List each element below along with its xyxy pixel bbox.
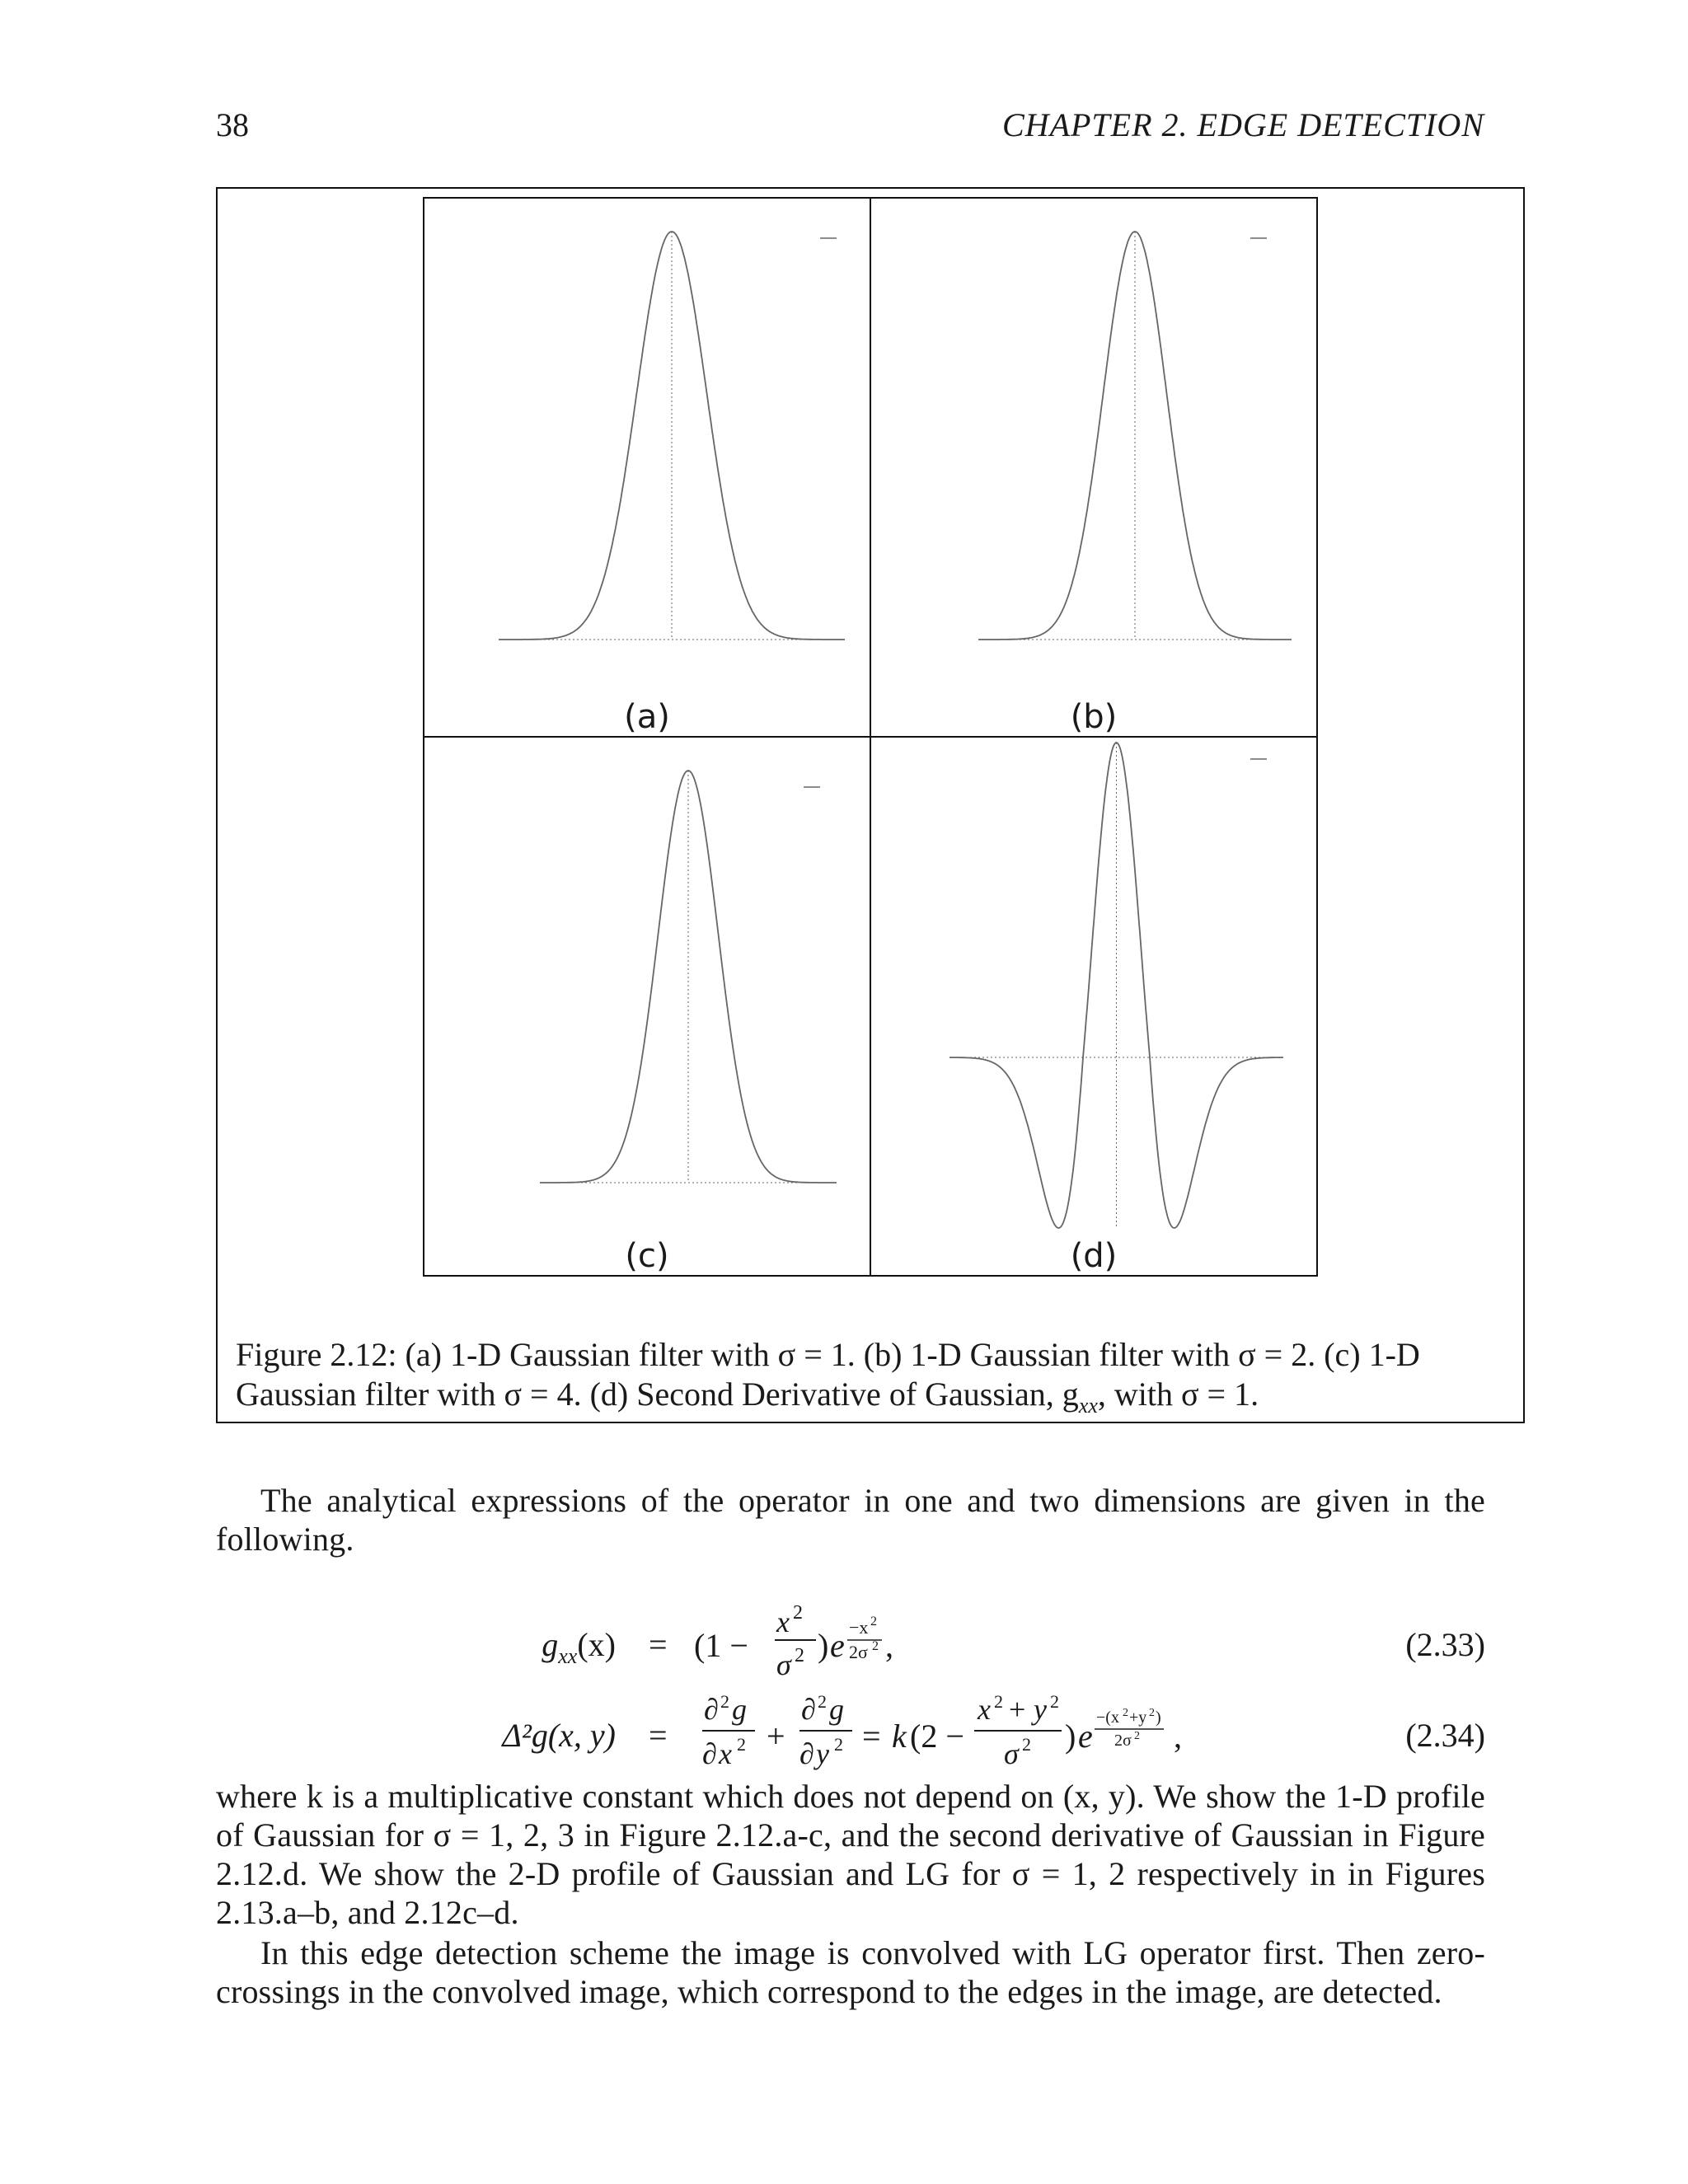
svg-text:−(x: −(x — [1096, 1708, 1119, 1727]
panel-label-b: (b) — [1070, 698, 1118, 736]
plot-a — [424, 199, 870, 693]
svg-text:x: x — [978, 1693, 991, 1726]
figure-frame — [216, 187, 1525, 1423]
equation-2-33 — [216, 1591, 1485, 1681]
svg-text:+: + — [1009, 1693, 1026, 1726]
svg-text:,: , — [885, 1627, 893, 1664]
caption-line-2 — [236, 1375, 1505, 1426]
figure-panel-a — [423, 197, 871, 738]
svg-text:+y: +y — [1129, 1708, 1147, 1727]
plot-d — [871, 738, 1316, 1232]
svg-text:2: 2 — [793, 1602, 803, 1624]
svg-text:2σ: 2σ — [849, 1642, 868, 1662]
eq1-lhs-g: g — [542, 1626, 559, 1663]
caption-line-2-text: Gaussian filter with σ = 4. (d) Second Derivative of Gaussian, g — [236, 1376, 1079, 1413]
svg-text:,: , — [1174, 1718, 1182, 1755]
svg-text:e: e — [830, 1627, 845, 1664]
svg-text:2: 2 — [1123, 1707, 1128, 1719]
page-header-chapter: CHAPTER 2. EDGE DETECTION — [1002, 106, 1484, 143]
paragraph-scheme: In this edge detection scheme the image is convolved with LG operator first. Then zero-crossings in the convolved image, which correspond to the edges in the image, are detected. — [216, 1934, 1485, 2010]
svg-text:σ: σ — [776, 1648, 791, 1681]
figure-panel-b — [870, 197, 1318, 738]
svg-text:∂: ∂ — [801, 1693, 816, 1726]
svg-text:∂: ∂ — [702, 1737, 717, 1770]
svg-text:g: g — [732, 1693, 747, 1726]
paragraph-intro: The analytical expressions of the operator in one and two dimensions are given in the following. — [216, 1482, 1485, 1558]
eq2-rhs-formula — [702, 1665, 1329, 1772]
equation-2-34 — [216, 1681, 1485, 1770]
caption-line-2-end: , with σ = 1. — [1097, 1376, 1259, 1413]
svg-text:2: 2 — [720, 1691, 729, 1712]
svg-text:y: y — [1034, 1693, 1047, 1726]
svg-text:2: 2 — [1050, 1691, 1059, 1712]
eq2-number: (2.34) — [1405, 1717, 1485, 1754]
svg-text:2: 2 — [737, 1734, 746, 1755]
svg-text:g: g — [829, 1693, 844, 1726]
eq1-lhs-sub: xx — [558, 1644, 578, 1668]
svg-text:(1 −: (1 − — [694, 1627, 748, 1664]
svg-text:∂: ∂ — [704, 1693, 719, 1726]
eq1-lhs-arg: (x) — [577, 1626, 616, 1663]
figure-caption — [236, 1335, 1505, 1426]
plot-b — [871, 199, 1316, 693]
svg-text:=: = — [862, 1718, 881, 1755]
figure-panel-c — [423, 736, 871, 1277]
svg-text:2: 2 — [795, 1645, 804, 1666]
svg-text:2σ: 2σ — [1114, 1732, 1132, 1750]
svg-text:2: 2 — [1022, 1734, 1031, 1755]
caption-subscript: xx — [1078, 1394, 1098, 1418]
svg-text:2: 2 — [870, 1615, 877, 1629]
paragraph-explanation: where k is a multiplicative constant which does not depend on (x, y). We show the 1-D profile of Gaussian for σ = 1, 2, 3 in Figure 2.12.a-c, and the second derivative of Gaussian in Figure 2.12.d. We show the 2-D profile of Gaussian and LG for σ = 1, 2 respectively in in Figures 2.13.a–b, and 2.12c–d. — [216, 1778, 1485, 1931]
svg-text:(2 −: (2 − — [910, 1718, 964, 1755]
svg-text:2: 2 — [818, 1691, 827, 1712]
svg-text:2: 2 — [1149, 1707, 1155, 1719]
svg-text:2: 2 — [1134, 1730, 1140, 1742]
svg-text:∂: ∂ — [799, 1737, 814, 1770]
svg-text:+: + — [767, 1718, 785, 1755]
plot-c — [424, 738, 870, 1232]
svg-text:2: 2 — [994, 1691, 1003, 1712]
panel-label-c: (c) — [625, 1237, 669, 1275]
page-header-number: 38 — [216, 106, 249, 143]
svg-text:): ) — [818, 1627, 829, 1664]
svg-text:e: e — [1078, 1718, 1093, 1755]
eq2-lhs: Δ²g(x, y) — [502, 1717, 616, 1754]
svg-text:): ) — [1065, 1718, 1076, 1755]
eq1-equals: = — [649, 1626, 668, 1663]
figure-panel-d — [870, 736, 1318, 1277]
svg-text:): ) — [1156, 1708, 1161, 1727]
svg-text:y: y — [816, 1737, 829, 1770]
svg-text:σ: σ — [1004, 1737, 1019, 1770]
svg-text:k: k — [892, 1718, 907, 1755]
panel-label-d: (d) — [1070, 1237, 1118, 1275]
panel-label-a: (a) — [624, 698, 670, 736]
eq2-equals: = — [649, 1717, 668, 1754]
svg-text:2: 2 — [834, 1734, 843, 1755]
svg-text:x: x — [719, 1737, 732, 1770]
eq1-number: (2.33) — [1405, 1626, 1485, 1663]
svg-text:2: 2 — [872, 1639, 879, 1653]
caption-line-1: Figure 2.12: (a) 1-D Gaussian filter with σ = 1. (b) 1-D Gaussian filter with σ = 2. (c) 1-D — [236, 1336, 1420, 1373]
svg-text:x: x — [776, 1605, 790, 1638]
eq1-lhs — [542, 1625, 616, 1669]
svg-text:−x: −x — [849, 1617, 869, 1638]
